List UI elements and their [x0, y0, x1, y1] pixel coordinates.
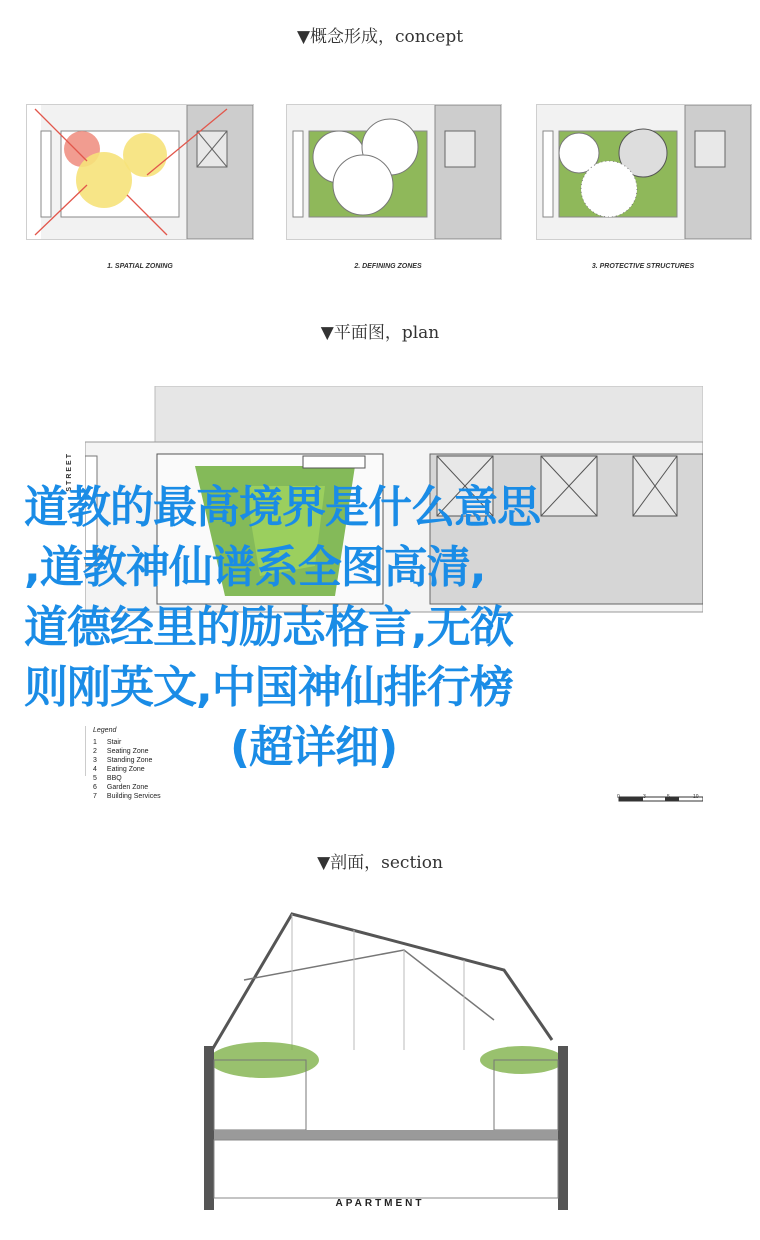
legend-item: 3 Standing Zone	[93, 757, 153, 764]
concept-panel-defining-zones	[286, 104, 502, 240]
legend-item: 7 Building Services	[93, 793, 161, 800]
overlay-title-line: 道德经里的励志格言,无欲	[24, 602, 513, 653]
concept-label-3: 3. PROTECTIVE STRUCTURES	[591, 263, 695, 270]
section-caption: ▼剖面，section	[317, 853, 443, 873]
concept-panel-spatial-zoning	[26, 104, 254, 240]
concept-caption: ▼概念形成，concept	[296, 27, 464, 47]
scale-tick: 10	[693, 794, 699, 800]
overlay-title-line: ,道教神仙谱系全图高清,	[24, 542, 486, 593]
legend-item: 6 Garden Zone	[93, 784, 149, 791]
overlay-title-line: 道教的最高境界是什么意思	[24, 482, 540, 533]
concept-label-2: 2. DEFINING ZONES	[354, 263, 422, 270]
scale-ticks	[617, 794, 707, 804]
overlay-title-line: (超详细)	[230, 722, 398, 773]
legend-title: Legend	[93, 727, 117, 734]
scale-tick: 3	[643, 794, 646, 800]
section-drawing	[204, 910, 568, 1210]
legend-item: 1 Stair	[93, 739, 122, 746]
concept-label-1: 1. SPATIAL ZONING	[107, 263, 173, 270]
plan-caption: ▼平面图，plan	[320, 323, 440, 343]
scale-tick: 5	[667, 794, 670, 800]
concept-panel-protective-structures	[536, 104, 752, 240]
legend-item: 5 BBQ	[93, 775, 122, 782]
street-label: STREET	[66, 452, 73, 492]
overlay-title	[24, 478, 744, 778]
protective-structures-drawing	[537, 105, 751, 239]
defining-zones-drawing	[287, 105, 501, 239]
legend-item: 2 Seating Zone	[93, 748, 149, 755]
overlay-title-line: 则刚英文,中国神仙排行榜	[24, 662, 513, 713]
section-label: APARTMENT	[335, 1198, 425, 1209]
spatial-zoning-drawing	[27, 105, 253, 239]
legend-item: 4 Eating Zone	[93, 766, 145, 773]
scale-tick: 0	[617, 794, 620, 800]
